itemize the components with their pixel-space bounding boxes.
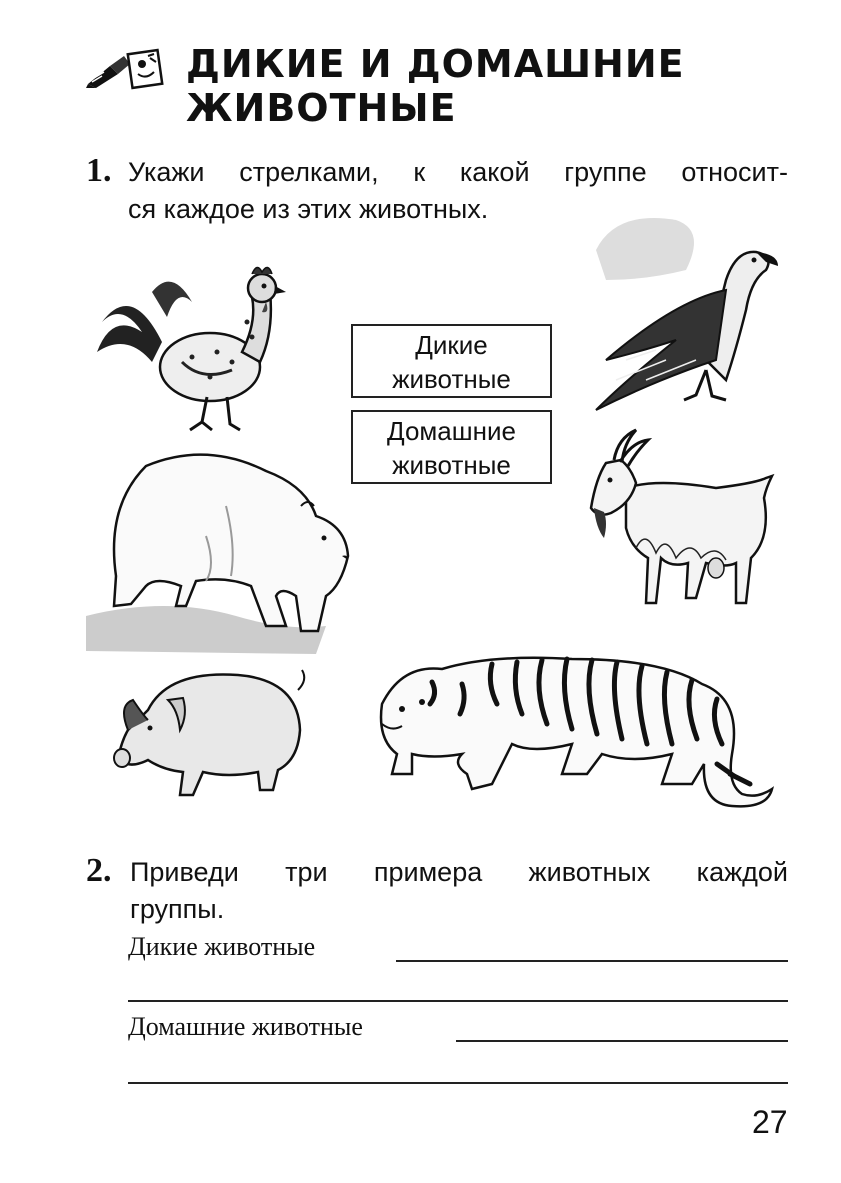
pig-image[interactable] [108,660,308,802]
wild-answer-line-1[interactable] [396,960,788,962]
eagle-image[interactable] [586,210,786,416]
rooster-image[interactable] [92,262,288,434]
domestic-box-line-2: животные [392,450,511,480]
task-2-text-line-2: группы. [130,894,225,924]
task-2-text-line-1: Приведи три примера животных каждой [130,857,788,887]
title-line-2: ЖИВОТНЫЕ [186,86,457,130]
task-1-text-line-2: ся каждое из этих животных. [128,194,489,224]
wild-box-line-2: животные [392,364,511,394]
pencil-writing-icon [84,44,168,94]
wild-answer-line-2[interactable] [128,1000,788,1002]
domestic-animals-label: Домашние животные [128,1012,363,1041]
wild-animals-box[interactable] [351,324,552,398]
domestic-box-line-1: Домашние [387,416,516,446]
domestic-animals-box[interactable] [351,410,552,484]
task-2-text [130,854,788,928]
tiger-image[interactable] [372,644,774,812]
domestic-answer-line-1[interactable] [456,1040,788,1042]
task-1-number: 1. [86,152,112,189]
title-line-1: ДИКИЕ И ДОМАШНИЕ [186,42,685,86]
polar-bear-image[interactable] [86,446,366,654]
task-1-text-line-1: Укажи стрелками, к какой группе относит- [128,157,788,187]
domestic-answer-line-2[interactable] [128,1082,788,1084]
wild-animals-label: Дикие животные [128,932,316,961]
goat-image[interactable] [576,428,778,616]
page-number: 27 [752,1104,788,1140]
task-2-number: 2. [86,852,112,889]
page-title [186,42,685,130]
wild-box-line-1: Дикие [415,330,488,360]
